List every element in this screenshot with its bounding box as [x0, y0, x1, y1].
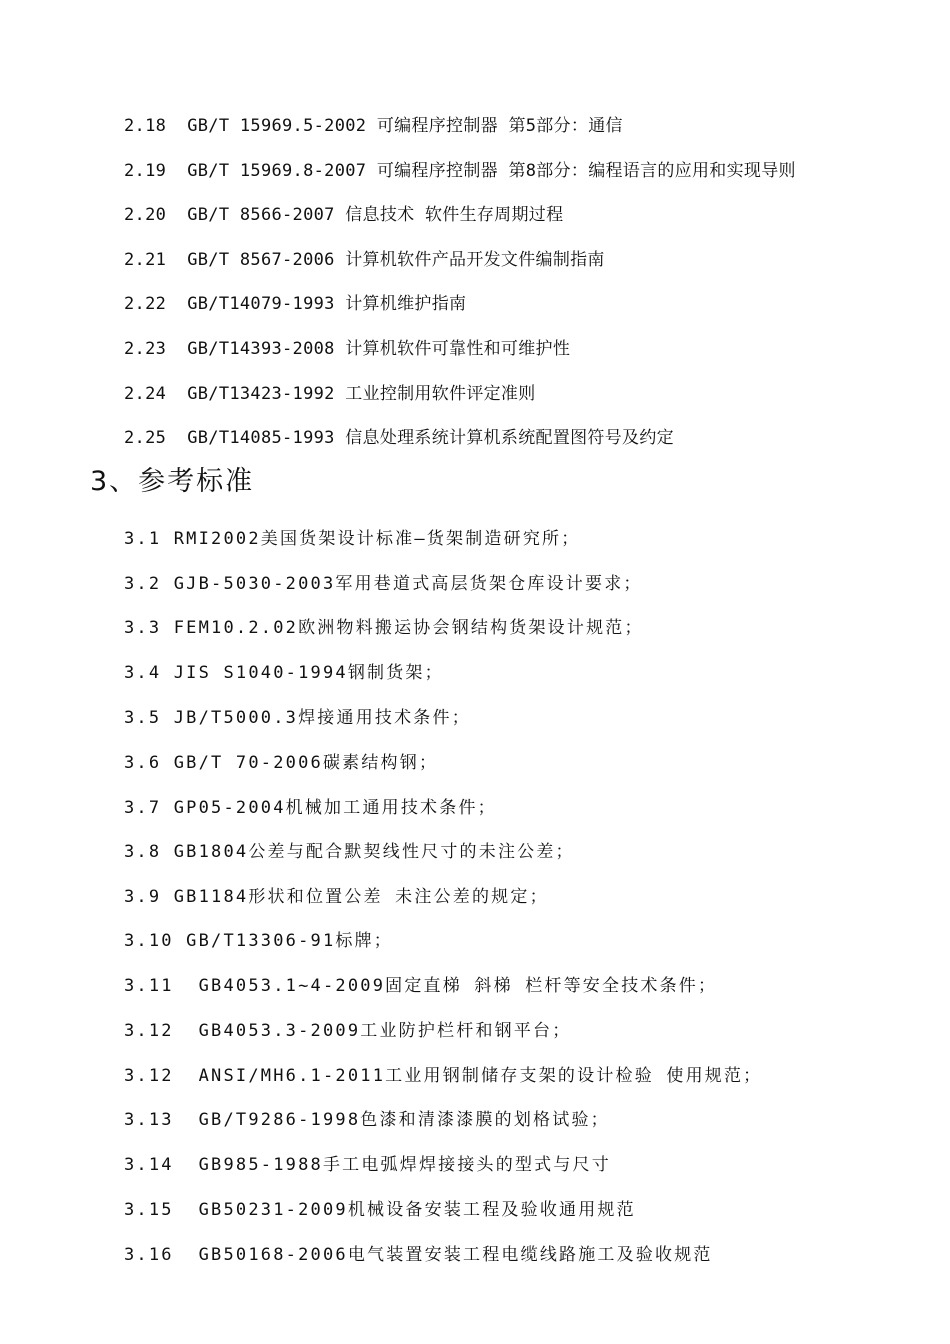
reference-item-3-12a: 3.12 GB4053.3-2009工业防护栏杆和钢平台； [124, 1021, 572, 1041]
reference-item-3-3: 3.3 FEM10.2.02欧洲物料搬运协会钢结构货架设计规范； [124, 618, 644, 638]
standard-item-2-20: 2.20 GB/T 8566-2007 信息技术 软件生存周期过程 [124, 205, 564, 225]
standard-item-2-18: 2.18 GB/T 15969.5-2002 可编程序控制器 第5部分：通信 [124, 116, 623, 136]
reference-item-3-13: 3.13 GB/T9286-1998色漆和清漆漆膜的划格试验； [124, 1110, 610, 1130]
reference-item-3-9: 3.9 GB1184形状和位置公差 未注公差的规定； [124, 887, 549, 907]
reference-item-3-15: 3.15 GB50231-2009机械设备安装工程及验收通用规范 [124, 1200, 636, 1220]
reference-item-3-1: 3.1 RMI2002美国货架设计标准—货架制造研究所； [124, 529, 581, 549]
reference-item-3-10: 3.10 GB/T13306-91标牌； [124, 931, 393, 951]
standard-item-2-25: 2.25 GB/T14085-1993 信息处理系统计算机系统配置图符号及约定 [124, 428, 674, 448]
reference-item-3-12b: 3.12 ANSI/MH6.1-2011工业用钢制储存支架的设计检验 使用规范； [124, 1066, 763, 1086]
standard-item-2-19: 2.19 GB/T 15969.8-2007 可编程序控制器 第8部分：编程语言的应用和实现导则 [124, 161, 796, 181]
reference-item-3-4: 3.4 JIS S1040-1994钢制货架； [124, 663, 444, 683]
reference-item-3-5: 3.5 JB/T5000.3焊接通用技术条件； [124, 708, 471, 728]
standard-item-2-21: 2.21 GB/T 8567-2006 计算机软件产品开发文件编制指南 [124, 250, 605, 270]
reference-item-3-16: 3.16 GB50168-2006电气装置安装工程电缆线路施工及验收规范 [124, 1245, 713, 1265]
reference-item-3-8: 3.8 GB1804公差与配合默契线性尺寸的未注公差； [124, 842, 575, 862]
reference-item-3-6: 3.6 GB/T 70-2006碳素结构钢； [124, 753, 439, 773]
reference-item-3-2: 3.2 GJB-5030-2003军用巷道式高层货架仓库设计要求； [124, 574, 643, 594]
reference-item-3-7: 3.7 GP05-2004机械加工通用技术条件； [124, 798, 497, 818]
standard-item-2-22: 2.22 GB/T14079-1993 计算机维护指南 [124, 294, 467, 314]
standard-item-2-23: 2.23 GB/T14393-2008 计算机软件可靠性和可维护性 [124, 339, 571, 359]
section-3-heading: 3、参考标准 [90, 466, 255, 497]
reference-item-3-14: 3.14 GB985-1988手工电弧焊焊接接头的型式与尺寸 [124, 1155, 611, 1175]
standard-item-2-24: 2.24 GB/T13423-1992 工业控制用软件评定准则 [124, 384, 536, 404]
reference-item-3-11: 3.11 GB4053.1~4-2009固定直梯 斜梯 栏杆等安全技术条件； [124, 976, 718, 996]
